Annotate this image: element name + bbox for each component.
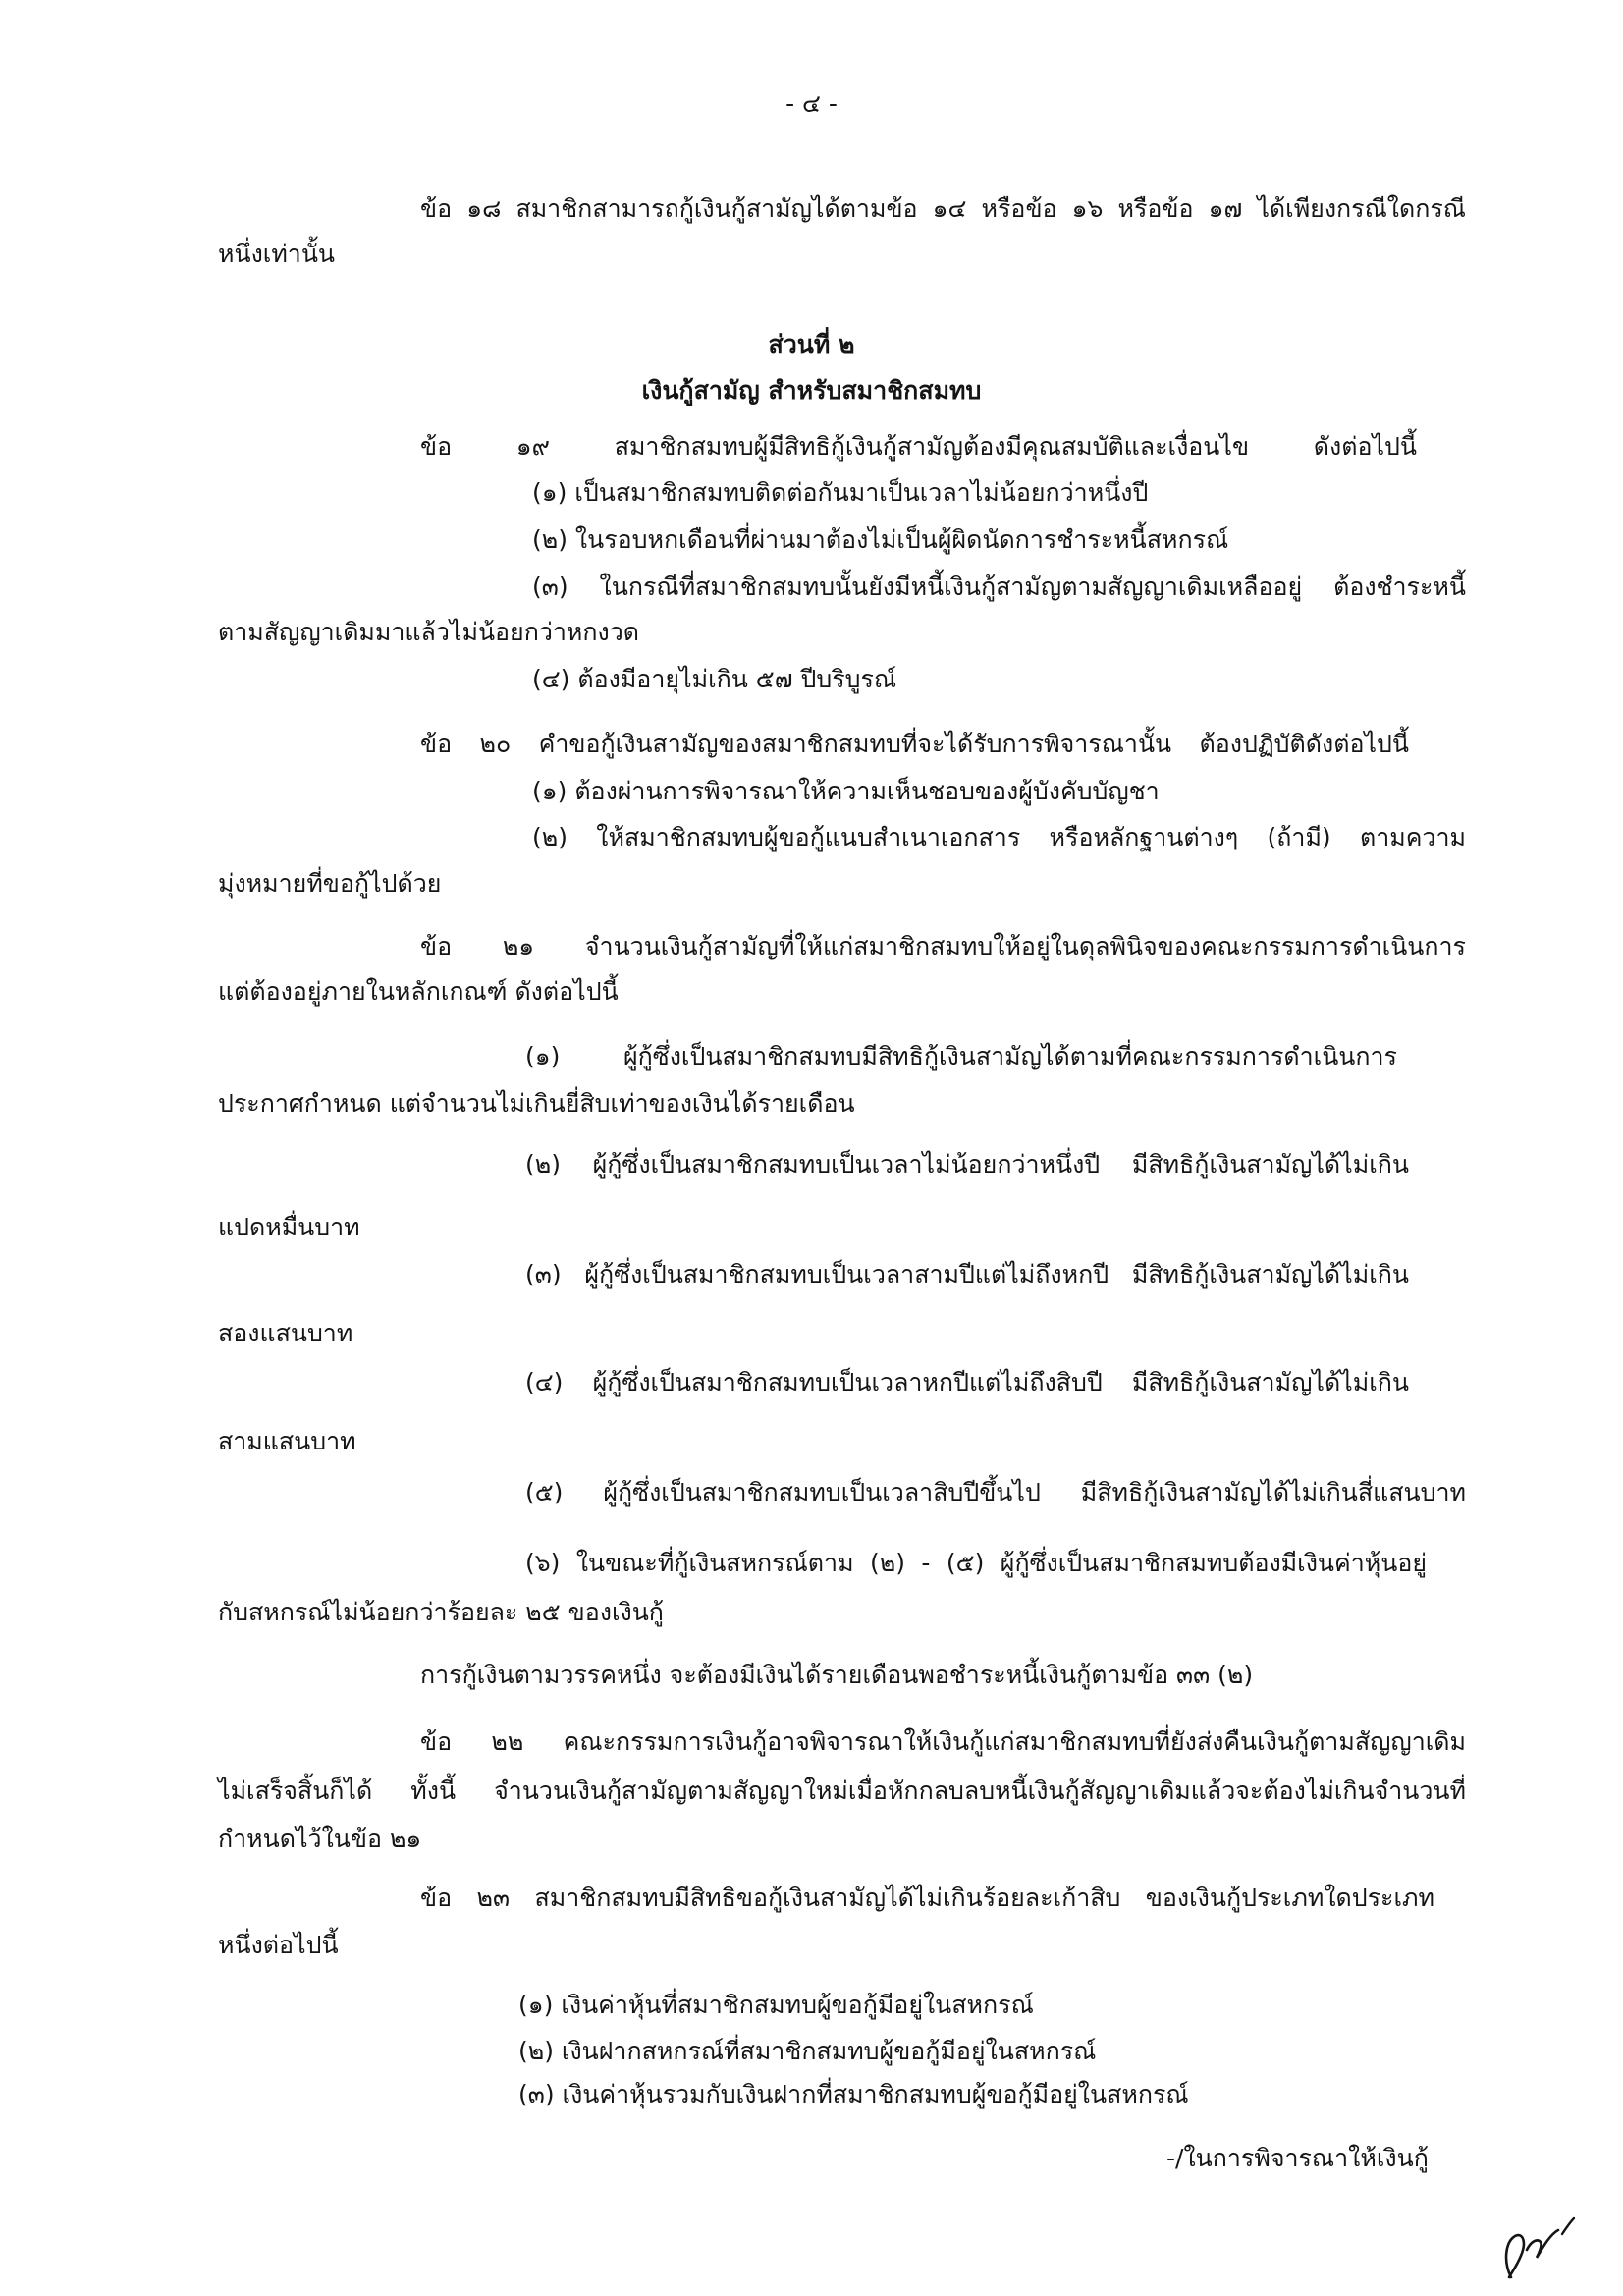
clause-20-heading: ข้อ ๒๐ คำขอกู้เงินสามัญของสมาชิกสมทบที่จะได้รับการพิจารณานั้น ต้องปฏิบัติดังต่อไปนี้	[420, 730, 1409, 758]
clause-21-item-5: (๕) ผู้กู้ซึ่งเป็นสมาชิกสมทบเป็นเวลาสิบปีขึ้นไป มีสิทธิกู้เงินสามัญได้ไม่เกินสี่แสนบาท	[525, 1478, 1466, 1506]
page-number: - ๔ -	[785, 89, 838, 118]
clause-18-line-2: หนึ่งเท่านั้น	[218, 240, 336, 268]
clause-20-item-2-line-1: (๒) ให้สมาชิกสมทบผู้ขอกู้แนบสำเนาเอกสาร หรือหลักฐานต่างๆ (ถ้ามี) ตามความ	[532, 823, 1466, 851]
clause-23-line-2: หนึ่งต่อไปนี้	[218, 1931, 339, 1959]
clause-21-paragraph-2: การกู้เงินตามวรรคหนึ่ง จะต้องมีเงินได้รายเดือนพอชำระหนี้เงินกู้ตามข้อ ๓๓ (๒)	[420, 1661, 1254, 1689]
clause-21-heading-line-2: แต่ต้องอยู่ภายในหลักเกณฑ์ ดังต่อไปนี้	[218, 977, 619, 1006]
clause-22-line-3: กำหนดไว้ในข้อ ๒๑	[218, 1825, 422, 1853]
clause-21-item-3-line-1: (๓) ผู้กู้ซึ่งเป็นสมาชิกสมทบเป็นเวลาสามปีแต่ไม่ถึงหกปี มีสิทธิกู้เงินสามัญได้ไม่เกิน	[525, 1260, 1409, 1288]
clause-20-item-1: (๑) ต้องผ่านการพิจารณาให้ความเห็นชอบของผู้บังคับบัญชา	[532, 777, 1160, 805]
clause-22-line-2: ไม่เสร็จสิ้นก็ได้ ทั้งนี้ จำนวนเงินกู้สามัญตามสัญญาใหม่เมื่อหักกลบลบหนี้เงินกู้สัญญาเดิมแล้วจะต้องไม่เกินจำนวนที่	[218, 1777, 1466, 1805]
clause-21-heading-line-1: ข้อ ๒๑ จำนวนเงินกู้สามัญที่ให้แก่สมาชิกสมทบให้อยู่ในดุลพินิจของคณะกรรมการดำเนินการ	[420, 932, 1466, 960]
clause-18-line-1: ข้อ ๑๘ สมาชิกสามารถกู้เงินกู้สามัญได้ตามข้อ ๑๔ หรือข้อ ๑๖ หรือข้อ ๑๗ ได้เพียงกรณีใดกรณี	[420, 194, 1466, 223]
clause-19-item-2: (๒) ในรอบหกเดือนที่ผ่านมาต้องไม่เป็นผู้ผิดนัดการชำระหนี้สหกรณ์	[532, 525, 1229, 554]
clause-21-item-6-line-2: กับสหกรณ์ไม่น้อยกว่าร้อยละ ๒๕ ของเงินกู้	[218, 1598, 664, 1626]
clause-19-item-3-line-1: (๓) ในกรณีที่สมาชิกสมทบนั้นยังมีหนี้เงินกู้สามัญตามสัญญาเดิมเหลืออยู่ ต้องชำระหนี้	[532, 573, 1466, 601]
clause-19-item-4: (๔) ต้องมีอายุไม่เกิน ๕๗ ปีบริบูรณ์	[532, 665, 897, 693]
clause-19-heading: ข้อ ๑๙ สมาชิกสมทบผู้มีสิทธิกู้เงินกู้สามัญต้องมีคุณสมบัติและเงื่อนไข ดังต่อไปนี้	[420, 432, 1417, 461]
clause-23-item-2: (๒) เงินฝากสหกรณ์ที่สมาชิกสมทบผู้ขอกู้มีอยู่ในสหกรณ์	[518, 2037, 1097, 2065]
clause-21-item-1-line-2: ประกาศกำหนด แต่จำนวนไม่เกินยี่สิบเท่าของเงินได้รายเดือน	[218, 1089, 855, 1118]
clause-23-item-3: (๓) เงินค่าหุ้นรวมกับเงินฝากที่สมาชิกสมทบผู้ขอกู้มีอยู่ในสหกรณ์	[518, 2080, 1189, 2108]
clause-23-item-1: (๑) เงินค่าหุ้นที่สมาชิกสมทบผู้ขอกู้มีอยู่ในสหกรณ์	[518, 1991, 1034, 2019]
clause-21-item-2-line-2: แปดหมื่นบาท	[218, 1213, 360, 1241]
section-title: ส่วนที่ ๒	[768, 330, 855, 358]
clause-19-item-3-line-2: ตามสัญญาเดิมมาแล้วไม่น้อยกว่าหกงวด	[218, 618, 640, 646]
clause-21-item-2-line-1: (๒) ผู้กู้ซึ่งเป็นสมาชิกสมทบเป็นเวลาไม่น้อยกว่าหนึ่งปี มีสิทธิกู้เงินสามัญได้ไม่เกิน	[525, 1150, 1409, 1178]
clause-21-item-6-line-1: (๖) ในขณะที่กู้เงินสหกรณ์ตาม (๒) - (๕) ผู้กู้ซึ่งเป็นสมาชิกสมทบต้องมีเงินค่าหุ้นอยู่	[525, 1549, 1427, 1577]
clause-21-item-1-line-1: (๑) ผู้กู้ซึ่งเป็นสมาชิกสมทบมีสิทธิกู้เงินสามัญได้ตามที่คณะกรรมการดำเนินการ	[525, 1042, 1397, 1070]
section-subtitle: เงินกู้สามัญ สำหรับสมาชิกสมทบ	[641, 376, 982, 405]
handwritten-initial-signature	[1497, 2205, 1586, 2283]
clause-23-line-1: ข้อ ๒๓ สมาชิกสมทบมีสิทธิขอกู้เงินสามัญได้ไม่เกินร้อยละเก้าสิบ ของเงินกู้ประเภทใดประเภท	[420, 1884, 1434, 1912]
clause-20-item-2-line-2: มุ่งหมายที่ขอกู้ไปด้วย	[218, 869, 442, 898]
clause-21-item-4-line-2: สามแสนบาท	[218, 1427, 356, 1455]
clause-21-item-3-line-2: สองแสนบาท	[218, 1319, 353, 1347]
continuation-text: -/ในการพิจารณาให้เงินกู้	[1166, 2144, 1429, 2172]
clause-21-item-4-line-1: (๔) ผู้กู้ซึ่งเป็นสมาชิกสมทบเป็นเวลาหกปีแต่ไม่ถึงสิบปี มีสิทธิกู้เงินสามัญได้ไม่เกิน	[525, 1368, 1409, 1396]
clause-19-item-1: (๑) เป็นสมาชิกสมทบติดต่อกันมาเป็นเวลาไม่น้อยกว่าหนึ่งปี	[532, 478, 1149, 507]
clause-22-line-1: ข้อ ๒๒ คณะกรรมการเงินกู้อาจพิจารณาให้เงินกู้แก่สมาชิกสมทบที่ยังส่งคืนเงินกู้ตามสัญญาเดิม	[420, 1727, 1466, 1756]
